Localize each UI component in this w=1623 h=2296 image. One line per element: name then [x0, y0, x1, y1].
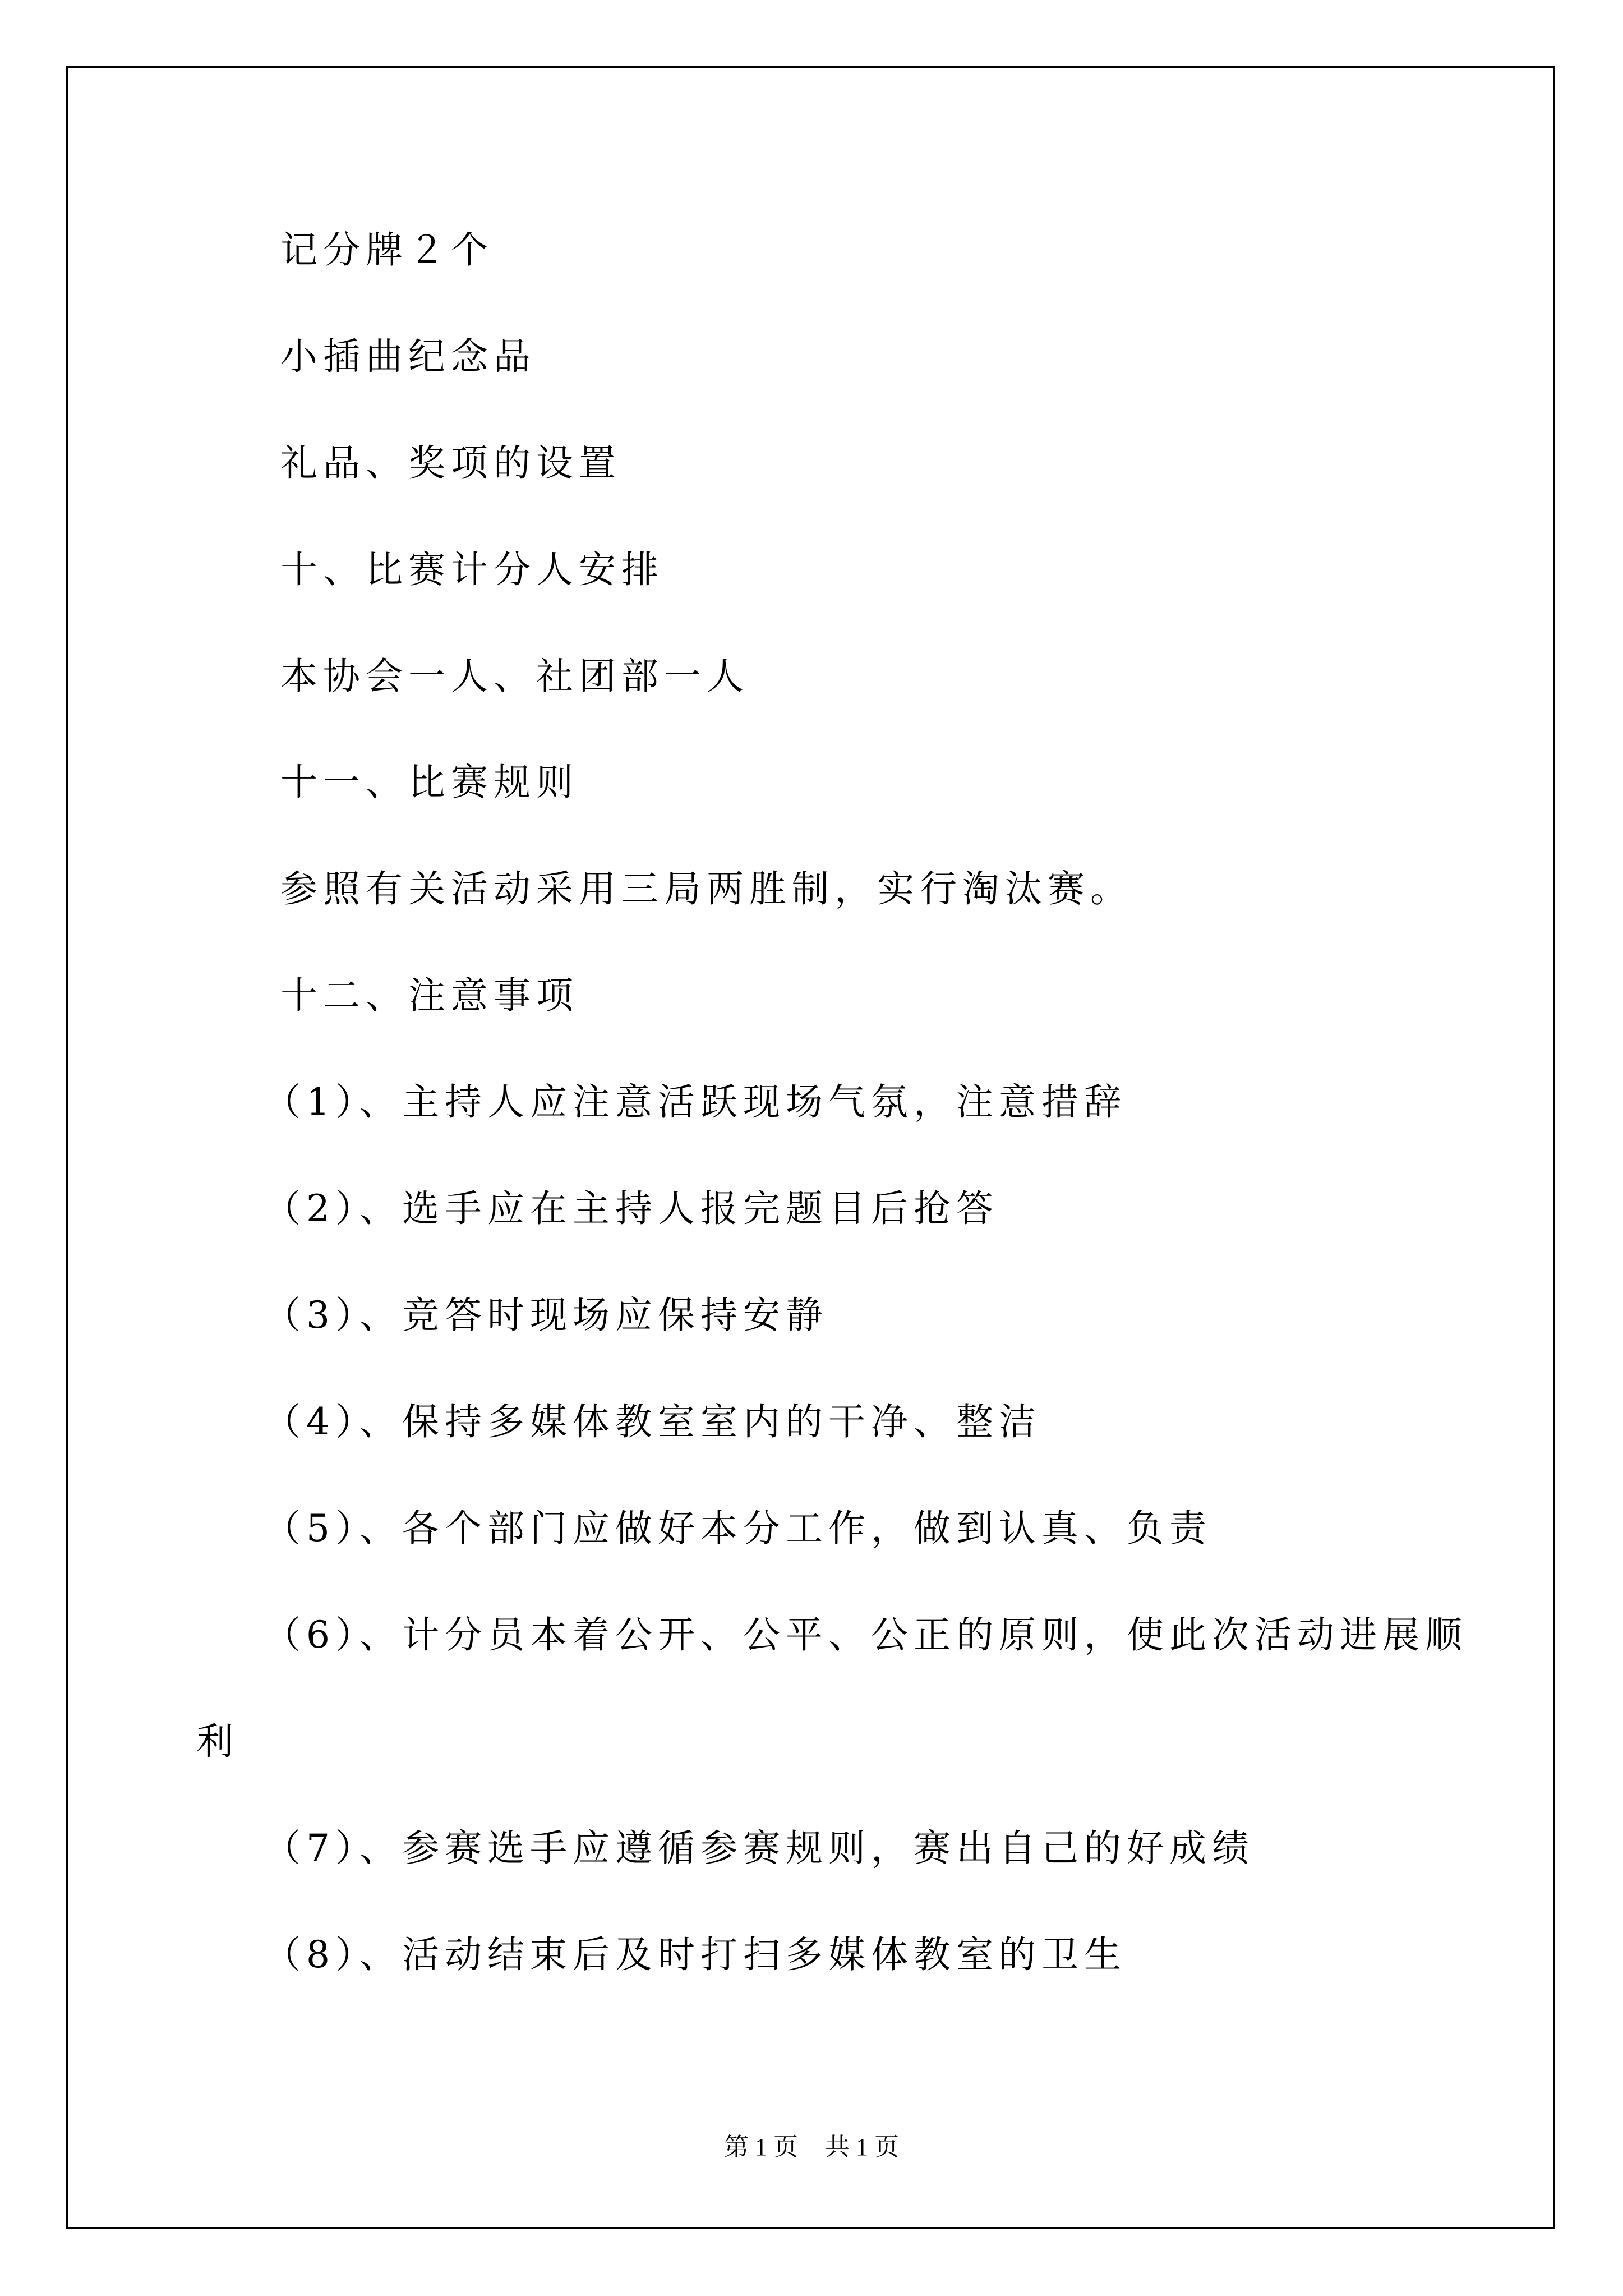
heading-notes: 十二、注意事项	[280, 974, 579, 1017]
note-item-1: （1）、主持人应注意活跃现场气氛，注意措辞	[264, 1080, 1127, 1124]
page-border	[66, 66, 1555, 2229]
note-item-6-continued: 利	[196, 1720, 239, 1763]
line-scorer-members: 本协会一人、社团部一人	[280, 655, 749, 698]
page-total: 共 1 页	[825, 2133, 899, 2161]
note-item-7: （7）、参赛选手应遵循参赛规则，赛出自己的好成绩	[264, 1826, 1255, 1870]
note-item-2: （2）、选手应在主持人报完题目后抢答	[264, 1187, 999, 1230]
note-item-8: （8）、活动结束后及时打扫多媒体教室的卫生	[264, 1933, 1127, 1976]
heading-competition-rules: 十一、比赛规则	[280, 761, 579, 804]
heading-scorer-arrangement: 十、比赛计分人安排	[280, 548, 664, 591]
note-item-5: （5）、各个部门应做好本分工作，做到认真、负责	[264, 1507, 1212, 1550]
line-rules-detail: 参照有关活动采用三局两胜制，实行淘汰赛。	[280, 867, 1133, 910]
note-item-4: （4）、保持多媒体教室室内的干净、整洁	[264, 1400, 1041, 1443]
note-item-6: （6）、计分员本着公开、公平、公正的原则，使此次活动进展顺	[264, 1613, 1468, 1657]
line-scoreboards: 记分牌２个	[280, 228, 494, 272]
line-souvenirs: 小插曲纪念品	[280, 335, 536, 378]
page-number: 第 1 页	[724, 2133, 798, 2161]
note-item-3: （3）、竞答时现场应保持安静	[264, 1294, 828, 1337]
line-prizes-awards: 礼品、奖项的设置	[280, 441, 621, 485]
page-footer	[0, 2135, 1623, 2160]
